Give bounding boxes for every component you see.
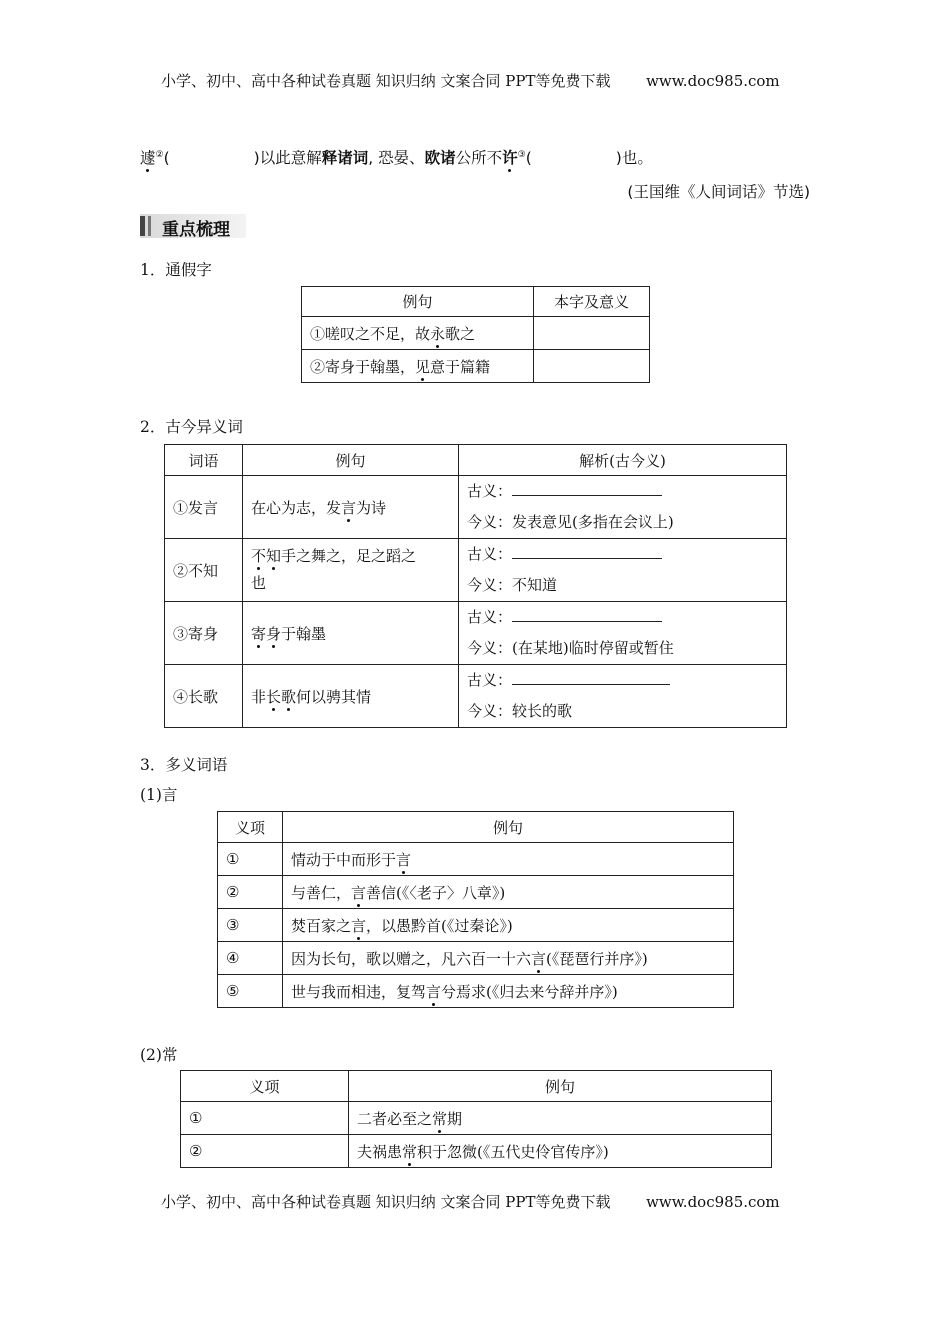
label-ancient: 古义： [467,545,513,563]
answer-cell[interactable] [534,350,650,383]
ex-text: ①嗟叹之不足，故 [310,324,431,343]
table-row [165,602,787,665]
heading-duoyi: 3．多义词语 [140,756,228,774]
ancient-line [467,476,778,507]
ex-text: 善信(《〈老子〉八章》) [366,883,506,902]
ex-key: 永 [430,324,446,343]
intro-text-2: , 恐晏、 [368,149,425,167]
term-cell: ②不知 [165,539,243,602]
paren-open-1: ( [163,149,170,167]
th-example: 例句 [349,1071,772,1102]
ex-text: 为诗 [356,498,387,517]
example-cell [283,942,734,975]
intro-text-3: 公所不 [455,149,503,167]
example-cell [243,665,459,728]
analysis-cell [459,602,787,665]
label-modern: 今义： [467,702,513,720]
th-example: 例句 [283,812,734,843]
ex-text: 世与我而相违，复驾 [291,982,427,1001]
ex-text: 于翰墨 [281,624,327,643]
sense-cell: ① [181,1102,349,1135]
th-analysis: 解析(古今义) [459,445,787,476]
table-yan [217,811,734,1008]
page-header [161,70,780,91]
table-row [165,665,787,728]
example-cell [243,539,459,602]
answer-blank[interactable] [512,544,662,559]
table-row [302,350,650,383]
ex-key: 言 [531,949,547,968]
ex-text: 夫祸患 [357,1142,403,1161]
term-cell: ①发言 [165,476,243,539]
example-cell [349,1135,772,1168]
ex-text: 非 [251,687,267,706]
modern-line [467,570,778,601]
answer-blank[interactable] [512,670,670,685]
modern-line [467,633,778,664]
label-modern: 今义： [467,576,513,594]
modern-meaning: 发表意见(多指在会议上) [512,513,674,531]
th-example: 例句 [243,445,459,476]
intro-text-1: )以此意解 [253,149,322,167]
ex-text: ，以愚黔首(《过秦论》) [366,916,513,935]
table-row [218,909,734,942]
sense-cell: ② [218,876,283,909]
ex-text: 也 [251,574,267,592]
term-cell: ③寄身 [165,602,243,665]
th-original: 本字及意义 [534,287,650,317]
subheading-chang: (2)常 [140,1046,178,1064]
word-ou-zhu: 欧诸 [424,149,456,167]
word-shi-zhu-ci: 释诸词 [321,149,369,167]
label-ancient: 古义： [467,608,513,626]
heading-tongjiazi: 1．通假字 [140,261,212,279]
answer-blank[interactable] [512,481,662,496]
header-url[interactable]: www.doc985.com [646,72,780,90]
table-row [302,317,650,350]
example-cell [302,317,534,350]
th-sense: 义项 [218,812,283,843]
ex-text: 歌之 [445,324,476,343]
section-title: 重点梳理 [162,220,230,240]
example-cell [302,350,534,383]
ex-text: 与善仁， [291,883,352,902]
intro-line [140,146,653,168]
modern-meaning: 较长的歌 [512,702,573,720]
label-modern: 今义： [467,513,513,531]
ex-key: 常 [402,1142,418,1161]
ancient-line [467,539,778,570]
example-cell [243,476,459,539]
ex-text: ②寄身于翰墨， [310,357,416,376]
modern-line [467,507,778,538]
modern-meaning: 不知道 [512,576,558,594]
ex-key: 言 [396,850,412,869]
ex-text: 手之舞之，足之蹈之 [281,547,417,565]
sense-cell: ② [181,1135,349,1168]
ex-text: 二者必至之 [357,1109,433,1128]
example-cell [283,876,734,909]
footer-url[interactable]: www.doc985.com [646,1193,780,1211]
banner-bar-thin [148,216,151,236]
th-sense: 义项 [181,1071,349,1102]
label-ancient: 古义： [467,671,513,689]
intro-text-4: )也。 [615,149,653,167]
page-footer [161,1191,780,1212]
example-cell [349,1102,772,1135]
paren-open-2: ( [525,149,532,167]
answer-blank[interactable] [512,607,662,622]
table-row [218,975,734,1008]
word-ju: 遽 [140,149,156,167]
th-term: 词语 [165,445,243,476]
example-cell [243,602,459,665]
table-row [165,539,787,602]
table-tongjiazi [301,286,650,383]
modern-line [467,696,778,727]
ex-key: 言 [351,883,367,902]
table-row [218,843,734,876]
ex-text: 期 [447,1109,463,1128]
ex-key: 寄 [251,624,267,643]
ex-text: 焚百家之 [291,916,352,935]
ex-key: 身 [266,624,282,643]
ancient-line [467,665,778,696]
answer-cell[interactable] [534,317,650,350]
ex-text: 意于篇籍 [430,357,491,376]
analysis-cell [459,665,787,728]
table-row [181,1102,772,1135]
banner-bar [140,216,145,236]
ex-text: (《琵琶行并序》) [546,949,648,968]
note-3: ③ [517,149,526,160]
sense-cell: ③ [218,909,283,942]
analysis-cell [459,539,787,602]
header-text: 小学、初中、高中各种试卷真题 知识归纳 文案合同 PPT等免费下载 [161,72,611,90]
subheading-yan: (1)言 [140,786,178,804]
table-row [218,876,734,909]
citation: (王国维《人间词话》节选) [627,183,810,201]
table-row [181,1135,772,1168]
th-example: 例句 [302,287,534,317]
ex-text: 情动于中而形于 [291,850,397,869]
heading-gujin: 2．古今异义词 [140,418,243,436]
table-gujin [164,444,787,728]
ex-text: 因为长句，歌以赠之，凡六百一十六 [291,949,532,968]
sense-cell: ④ [218,942,283,975]
ex-key: 言 [426,982,442,1001]
analysis-cell [459,476,787,539]
sense-cell: ① [218,843,283,876]
example-cell [283,909,734,942]
note-2: ② [155,149,164,160]
ex-key: 见 [415,357,431,376]
ex-key: 言 [341,498,357,517]
ex-key: 长 [266,687,282,706]
word-xu: 许 [502,149,518,167]
ancient-line [467,602,778,633]
ex-text: 积于忽微(《五代史伶官传序》) [417,1142,609,1161]
table-chang [180,1070,772,1168]
ex-text: 何以骋其情 [296,687,372,706]
footer-text: 小学、初中、高中各种试卷真题 知识归纳 文案合同 PPT等免费下载 [161,1193,611,1211]
sense-cell: ⑤ [218,975,283,1008]
label-ancient: 古义： [467,482,513,500]
ex-key: 不 [251,547,267,565]
ex-key: 知 [266,547,282,565]
example-cell [283,975,734,1008]
ex-key: 言 [351,916,367,935]
ex-key: 常 [432,1109,448,1128]
table-row [218,942,734,975]
example-cell [283,843,734,876]
table-row [165,476,787,539]
modern-meaning: (在某地)临时停留或暂住 [512,639,674,657]
section-banner [140,214,246,238]
ex-text: 在心为志，发 [251,498,342,517]
ex-key: 歌 [281,687,297,706]
ex-text: 兮焉求(《归去来兮辞并序》) [441,982,618,1001]
term-cell: ④长歌 [165,665,243,728]
label-modern: 今义： [467,639,513,657]
